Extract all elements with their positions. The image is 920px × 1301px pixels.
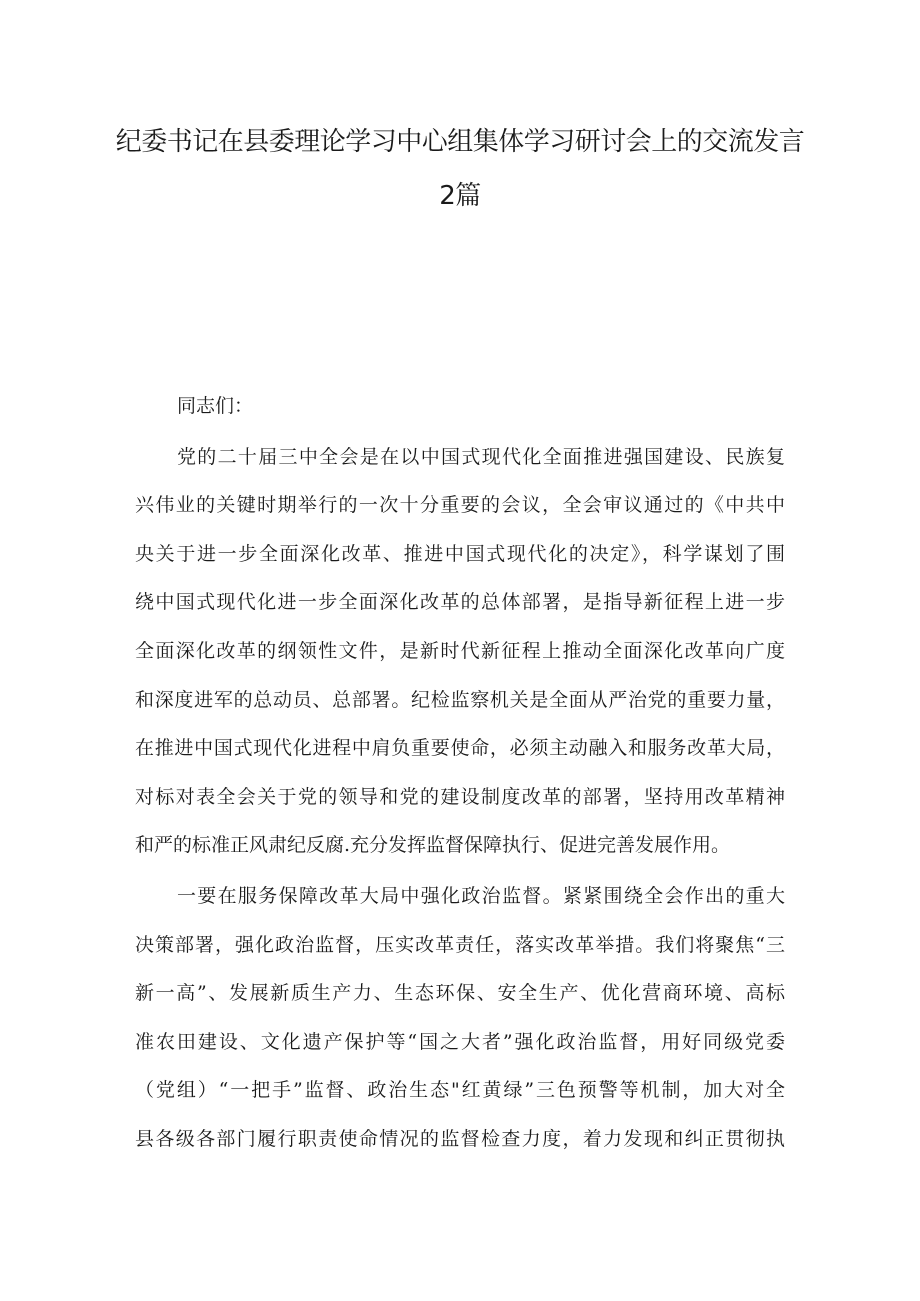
document-body [135, 382, 785, 1164]
paragraph-line: 和严的标准正风肃纪反腐.充分发挥监督保障执行、促进完善发展作用。 [135, 834, 731, 857]
paragraph-line: 央关于进一步全面深化改革、推进中国式现代化的决定》，科学谋划了围 [135, 542, 785, 565]
paragraph-line: 准农田建设、文化遗产保护等“国之大者”强化政治监督，用好同级党委 [135, 1030, 785, 1053]
paragraph-line: 新一高”、发展新质生产力、生态环保、安全生产、优化营商环境、高标 [135, 982, 785, 1005]
paragraph-line: 兴伟业的关键时期举行的一次十分重要的会议，全会审议通过的《中共中 [135, 494, 785, 517]
title-line-1: 纪委书记在县委理论学习中心组集体学习研讨会上的交流发言 [115, 127, 805, 157]
paragraph-line: 在推进中国式现代化进程中肩负重要使命，必须主动融入和服务改革大局， [135, 737, 785, 760]
paragraph-line: 决策部署，强化政治监督，压实改革责任，落实改革举措。我们将聚焦“三 [135, 933, 785, 956]
paragraph-line: 一要在服务保障改革大局中强化政治监督。紧紧围绕全会作出的重大 [177, 884, 785, 907]
salutation: 同志们： [177, 395, 254, 417]
document-title [0, 118, 920, 220]
paragraph-line: （党组）“一把手”监督、政治生态"红黄绿”三色预警等机制，加大对全 [135, 1079, 785, 1102]
paragraph-1 [135, 433, 785, 870]
paragraph-line: 党的二十届三中全会是在以中国式现代化全面推进强国建设、民族复 [177, 445, 785, 468]
paragraph-line: 和深度进军的总动员、总部署。纪检监察机关是全面从严治党的重要力量， [135, 688, 785, 711]
paragraph-line: 对标对表全会关于党的领导和党的建设制度改革的部署，坚持用改革精神 [135, 785, 785, 808]
title-line-2: 2篇 [439, 181, 481, 211]
paragraph-2 [135, 872, 785, 1164]
paragraph-line: 县各级各部门履行职责使命情况的监督检查力度，着力发现和纠正贯彻执 [135, 1127, 785, 1150]
paragraph-line: 绕中国式现代化进一步全面深化改革的总体部署，是指导新征程上进一步 [135, 591, 785, 614]
paragraph-line: 全面深化改革的纲领性文件，是新时代新征程上推动全面深化改革向广度 [135, 639, 785, 662]
